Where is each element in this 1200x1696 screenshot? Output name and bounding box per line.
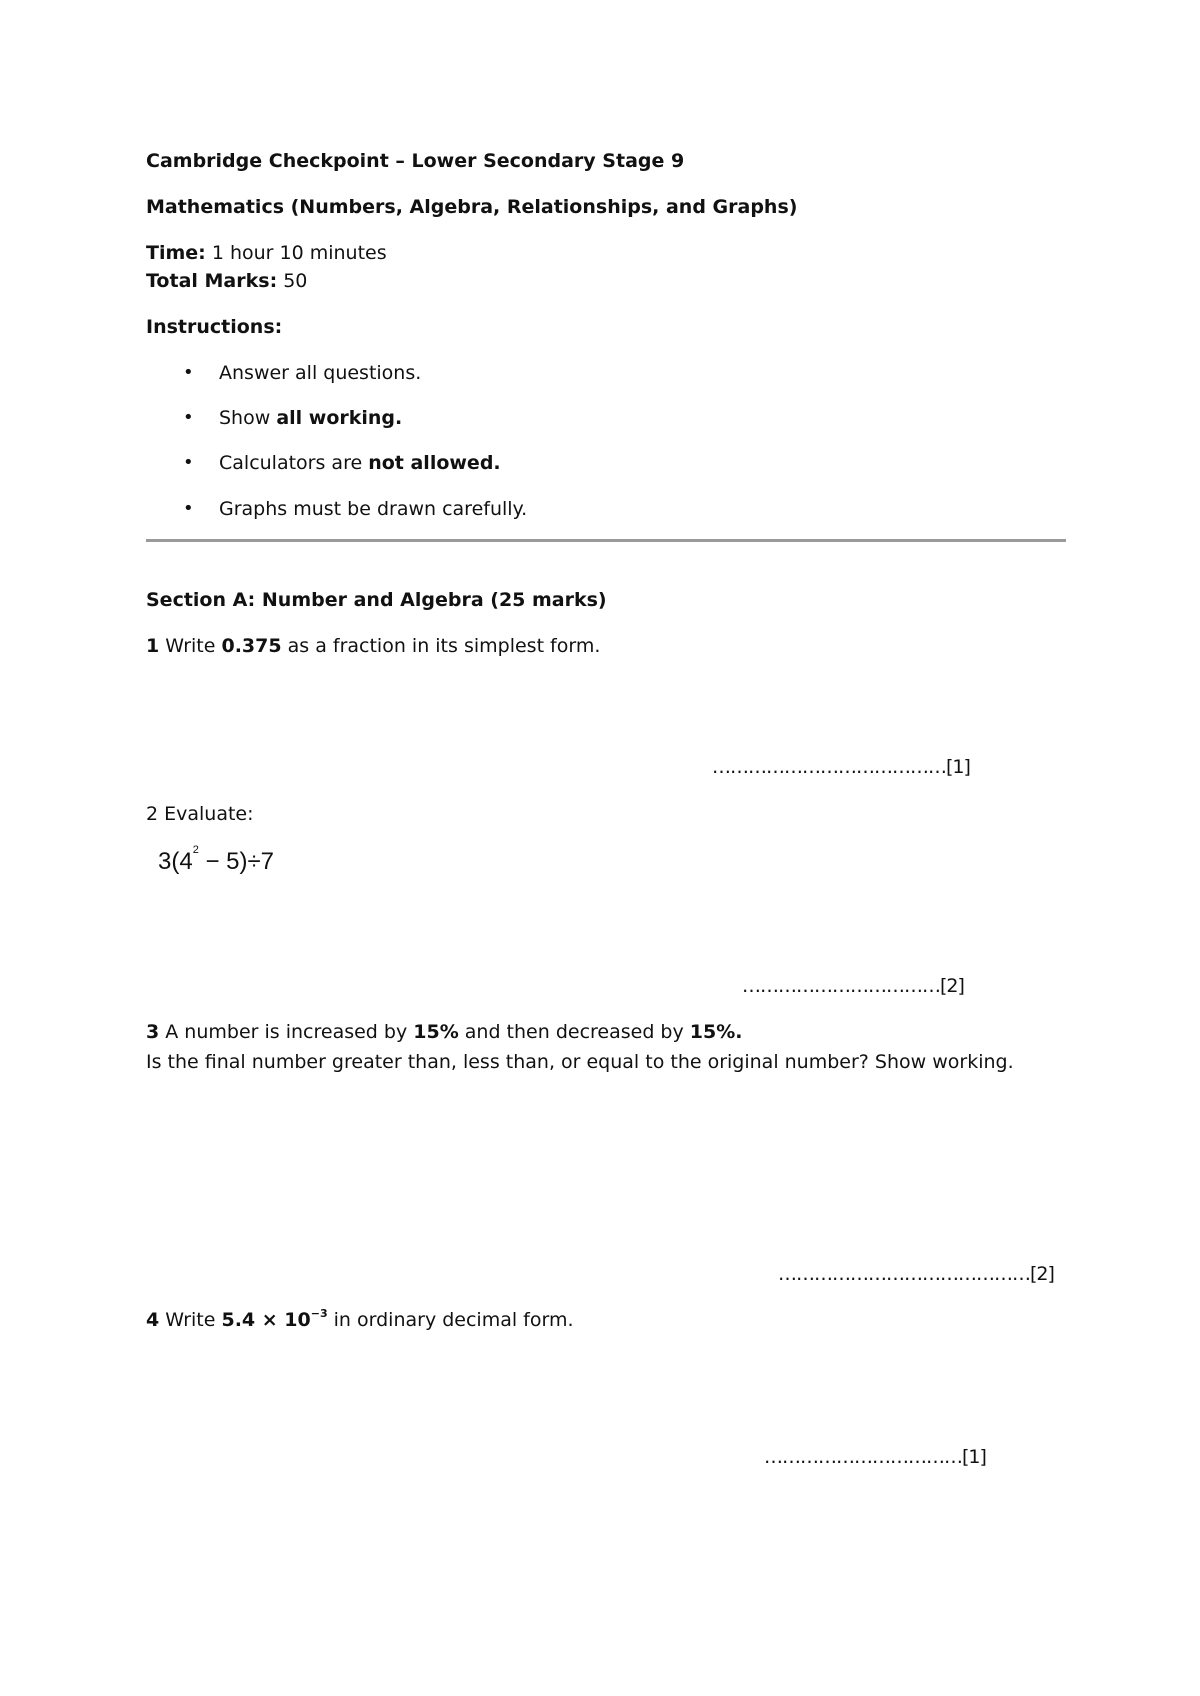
expr-part: 3(4 (158, 848, 193, 875)
section-divider (146, 539, 1066, 542)
question-3 (146, 1021, 742, 1043)
question-emphasis: 5.4 × 10 (221, 1309, 311, 1331)
question-2: 2 Evaluate: (146, 803, 254, 825)
bullet-icon: • (183, 452, 194, 473)
instruction-item (219, 407, 402, 429)
total-marks-value: 50 (283, 270, 308, 292)
instruction-item (219, 452, 501, 474)
question-text: Write (159, 635, 222, 657)
question-1 (146, 635, 600, 657)
instruction-emphasis: not allowed. (368, 452, 501, 474)
answer-line-q3: ……………………………………[2] (778, 1263, 1054, 1285)
question-text: Write (159, 1309, 222, 1331)
instruction-emphasis: all working. (276, 407, 403, 429)
question-text: and then decreased by (458, 1021, 690, 1043)
expr-exponent: 2 (192, 844, 199, 856)
bullet-icon: • (183, 407, 194, 428)
question-number: 1 (146, 635, 160, 657)
question-3-line-2: Is the final number greater than, less than, or equal to the original number? Show working. (146, 1051, 1014, 1073)
math-expression (158, 844, 275, 876)
question-emphasis: 0.375 (221, 635, 282, 657)
subject-title: Mathematics (Numbers, Algebra, Relationships, and Graphs) (146, 196, 798, 218)
question-emphasis: 15% (413, 1021, 459, 1043)
question-text: in ordinary decimal form. (327, 1309, 574, 1331)
question-exponent: −3 (310, 1307, 328, 1320)
time-line (146, 242, 387, 264)
time-label: Time: (146, 242, 206, 264)
instructions-heading: Instructions: (146, 316, 283, 338)
question-number: 4 (146, 1309, 160, 1331)
answer-line-q1: …………………………………[1] (712, 756, 970, 778)
answer-line-q2: ……………………………[2] (742, 975, 964, 997)
question-number: 3 (146, 1021, 160, 1043)
question-emphasis: 15%. (689, 1021, 743, 1043)
question-text: as a fraction in its simplest form. (281, 635, 601, 657)
question-4 (146, 1309, 574, 1331)
section-a-heading: Section A: Number and Algebra (25 marks) (146, 589, 607, 611)
time-value: 1 hour 10 minutes (211, 242, 387, 264)
expr-part: − 5)÷7 (198, 848, 275, 875)
instruction-item: Graphs must be drawn carefully. (219, 498, 528, 520)
total-marks-line (146, 270, 307, 292)
answer-line-q4: ……………………………[1] (764, 1446, 986, 1468)
question-text: A number is increased by (159, 1021, 414, 1043)
instruction-text: Show (219, 407, 277, 429)
instruction-text: Calculators are (219, 452, 369, 474)
total-marks-label: Total Marks: (146, 270, 278, 292)
bullet-icon: • (183, 362, 194, 383)
bullet-icon: • (183, 498, 194, 519)
document-title: Cambridge Checkpoint – Lower Secondary Stage 9 (146, 150, 685, 172)
instruction-item: Answer all questions. (219, 362, 422, 384)
